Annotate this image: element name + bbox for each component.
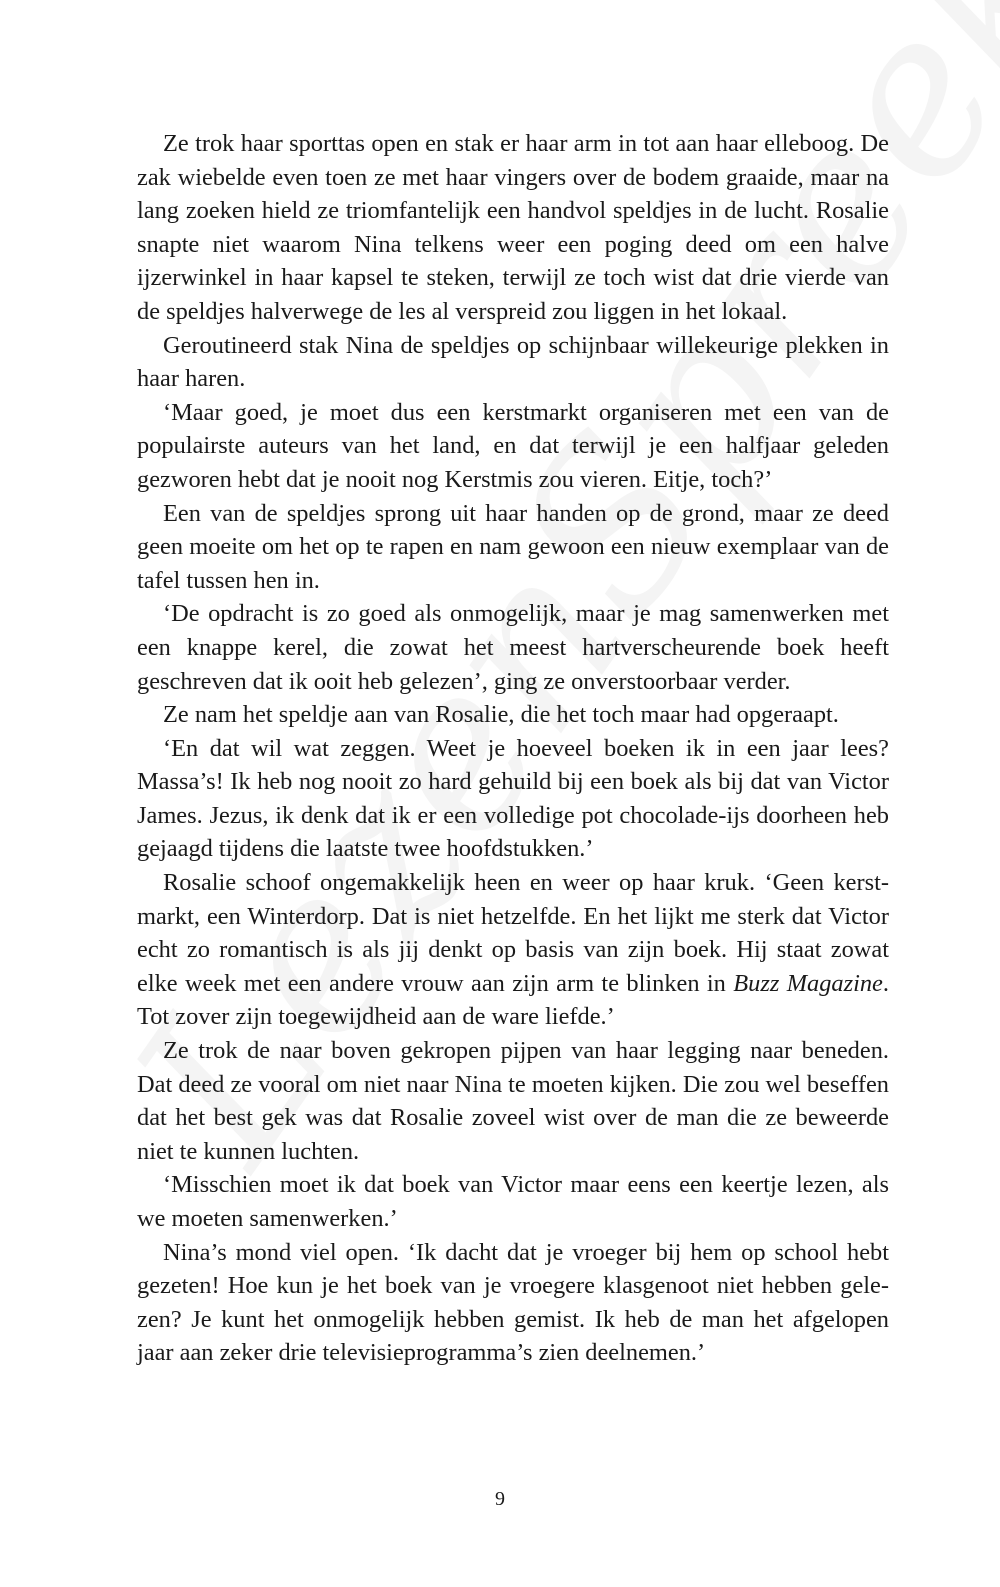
paragraph-6: Ze nam het speldje aan van Rosalie, die het toch maar had opgeraapt. bbox=[163, 701, 839, 729]
paragraph-3: ‘Maar goed, je moet dus een kerstmarkt organiseren met een van de populairste auteurs van het land, en dat terwijl je een halfjaar geleden gezworen hebt dat je nooit nog Kerstmis zou vieren. Eitje, toch?’ bbox=[137, 398, 889, 493]
paragraph-8-text-after: . Tot zover zijn toegewijdheid aan de ware liefde.’ bbox=[137, 969, 889, 1031]
paragraph-9: Ze trok de naar boven gekropen pijpen van haar legging naar beneden. Dat deed ze vooral om niet naar Nina te moeten kijken. Die zou wel beseffen dat het best gek was dat Rosalie zoveel wist over de man die ze beweerde niet te kunnen luchten. bbox=[137, 1037, 889, 1165]
magazine-title: Buzz Magazine bbox=[733, 969, 883, 997]
page-number: 9 bbox=[495, 1488, 505, 1510]
paragraph-8 bbox=[137, 866, 889, 1034]
paragraph-2: Geroutineerd stak Nina de speldjes op schijnbaar willekeurige plekken in haar haren. bbox=[137, 331, 889, 393]
paragraph-7: ‘En dat wil wat zeggen. Weet je hoeveel boeken ik in een jaar lees? Massa’s! Ik heb nog nooit zo hard gehuild bij een boek als bij dat van Victor James. Jezus, ik denk dat ik er een volledige pot chocolade-ijs doorheen heb gejaagd tijdens die laatste twee hoofdstukken.’ bbox=[137, 734, 889, 863]
paragraph-5: ‘De opdracht is zo goed als onmogelijk, maar je mag samenwerken met een knappe kerel, die zowat het meest hartverscheurende boek heeft geschreven dat ik ooit heb gelezen’, ging ze onverstoorbaar verder. bbox=[137, 600, 889, 695]
paragraph-8-text-before: Rosalie schoof ongemakkelijk heen en weer op haar kruk. ‘Geen kerstmarkt, een Winterdorp. Dat is niet hetzelfde. En het lijkt me sterk dat Victor echt zo romantisch is als jij denkt op basis van zijn boek. Hij staat zowat elke week met een andere vrouw aan zijn arm te blinken in bbox=[137, 869, 889, 997]
paragraph-11: Nina’s mond viel open. ‘Ik dacht dat je vroeger bij hem op school hebt gezeten! Hoe kun je het boek van je vroegere klasgenoot niet hebben gelezen? Je kunt het onmogelijk hebben gemist. Ik heb de man het afgelopen jaar aan zeker drie televisieprogramma’s zien deelnemen.’ bbox=[137, 1238, 889, 1367]
paragraph-1: Ze trok haar sporttas open en stak er haar arm in tot aan haar elleboog. De zak wiebelde even toen ze met haar vingers over de bodem graaide, maar na lang zoeken hield ze triomfantelijk een handvol speldjes in de lucht. Rosalie snapte niet waarom Nina telkens weer een poging deed om een halve ijzerwinkel in haar kapsel te steken, terwijl ze toch wist dat drie vierde van de speldjes halverwege de les al verspreid zou liggen in het lokaal. bbox=[137, 130, 889, 325]
body-text bbox=[137, 127, 889, 1370]
paragraph-4: Een van de speldjes sprong uit haar handen op de grond, maar ze deed geen moeite om het op te rapen en nam gewoon een nieuw exemplaar van de tafel tussen hen in. bbox=[137, 499, 889, 594]
paragraph-10: ‘Misschien moet ik dat boek van Victor maar eens een keertje lezen, als we moeten samenwerken.’ bbox=[137, 1171, 889, 1232]
